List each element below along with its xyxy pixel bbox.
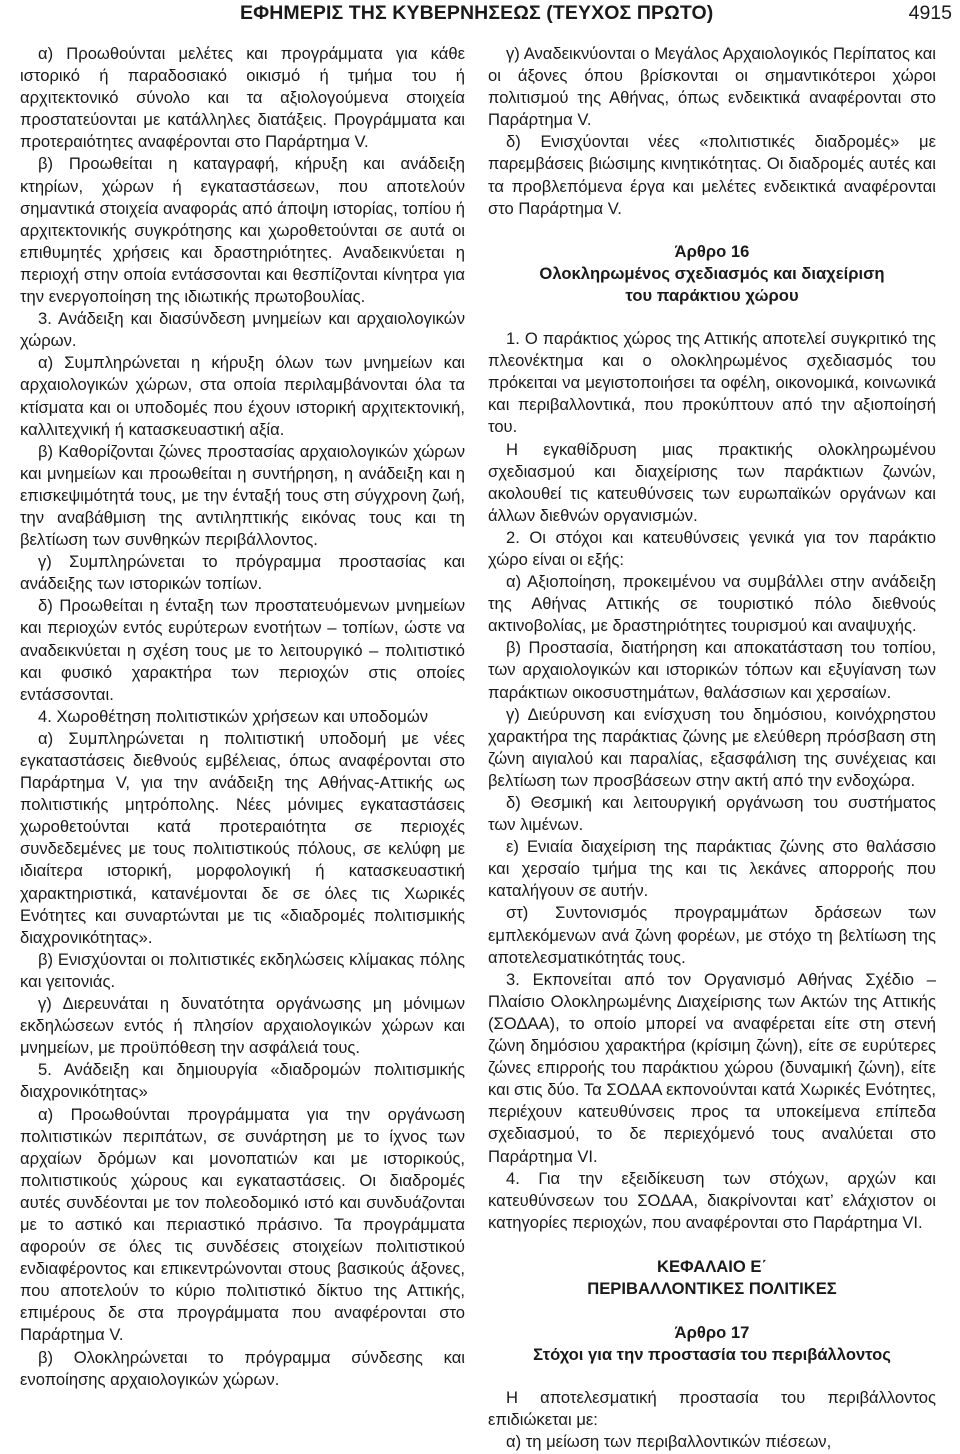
spacer [488, 1366, 936, 1387]
paragraph: β) Προωθείται η καταγραφή, κήρυξη και ανάδειξη κτηρίων, χώρων ή εγκαταστάσεων, που αποτελούν σημαντικά στοιχεία αναφοράς από άποψη ιστορίας, τοπίου ή αρχιτεκτονικής συγκρότησης και χωροθετούνται σε αυτά οι επιθυμητές χρήσεις και δραστηριότητες. Αναδεικνύεται η περιοχή στην οποία εντάσσονται και θεσπίζονται κίνητρα για την ενεργοποίηση της ιδιωτικής πρωτοβουλίας. [20, 154, 465, 307]
page-number: 4915 [908, 2, 952, 24]
paragraph: Η αποτελεσματική προστασία του περιβάλλοντος επιδιώκεται με: [488, 1388, 936, 1430]
paragraph: δ) Ενισχύονται νέες «πολιτιστικές διαδρομές» με παρεμβάσεις βιώσιμης κινητικότητας. Οι διαδρομές αυτές και τα προβλεπόμενα έργα και μελέτες ενδεικτικά αναφέρονται στο Παράρτημα V. [488, 132, 936, 218]
paragraph: α) Συμπληρώνεται η πολιτιστική υποδομή με νέες εγκαταστάσεις διεθνούς εμβέλειας, όπως αναφέρονται στο Παράρτημα V, για την ανάδειξη της Αθήνας-Αττικής ως πολιτιστικής μητρόπολης. Νέες μόνιμες εγκαταστάσεις χωροθετούνται κατά προτεραιότητα σε περιοχές συνδεδεμένες με τους πολιτιστικούς πόλους, σε κελύφη με ιδιαίτερα ιστορική, μορφολογική ή κατασκευαστική χαρακτηριστικά, κατανέμονται δε σε όλες τις Χωρικές Ενότητες και συναρτώνται με τις «διαδρομές πολιτισμικής διαχρονικότητας». [20, 728, 465, 947]
article-17-number: Άρθρο 17 [674, 1323, 750, 1343]
article-17-title: Στόχοι για την προστασία του περιβάλλοντος [533, 1345, 891, 1365]
paragraph: Η εγκαθίδρυση μιας πρακτικής ολοκληρωμένου σχεδιασμού και διαχείρισης των παράκτιων ζωνών, ακολουθεί τις κατευθύνσεις των ευρωπαϊκών οργάνων και άλλων διεθνών οργανισμών. [488, 439, 936, 525]
paragraph: α) Προωθούνται μελέτες και προγράμματα για κάθε ιστορικό ή παραδοσιακό οικισμό ή τμήμα του ή αρχιτεκτονικό σύνολο και τα αξιολογούμενα στοιχεία προστατεύονται με κατάλληλες διατάξεις. Προγράμματα και προτεραιότητες αναφέρονται στο Παράρτημα V. [20, 44, 465, 152]
paragraph: β) Ενισχύονται οι πολιτιστικές εκδηλώσεις κλίμακας πόλης και γειτονιάς. [20, 949, 465, 991]
paragraph: δ) Προωθείται η ένταξη των προστατευόμενων μνημείων και περιοχών εντός ευρύτερων ενοτήτων – τοπίων, ώστε να αναδεικνύεται η σχέση τους με το λειτουργικό – πολιτιστικό και φυσικό χαρακτήρα των περιοχών στις οποίες εντάσσονται. [20, 596, 465, 704]
gazette-title: ΕΦΗΜΕΡΙΣ ΤΗΣ ΚΥΒΕΡΝΗΣΕΩΣ (ΤΕΥΧΟΣ ΠΡΩΤΟ) [240, 2, 714, 24]
spacer [488, 1234, 936, 1256]
paragraph: 2. Οι στόχοι και κατευθύνσεις γενικά για τον παράκτιο χώρο είναι οι εξής: [488, 527, 936, 569]
spacer [488, 307, 936, 328]
paragraph: β) Ολοκληρώνεται το πρόγραμμα σύνδεσης και ενοποίησης αρχαιολογικών χώρων. [20, 1347, 465, 1389]
right-column [488, 43, 936, 1454]
paragraph: α) Προωθούνται προγράμματα για την οργάνωση πολιτιστικών περιπάτων, σε συνάρτηση με το ίχνος των αρχαίων δρόμων και μονοπατιών και με ιστορικούς, πολιτιστικούς χώρους και εγκαταστάσεις. Οι διαδρομές αυτές συνδέονται με τον πολεοδομικό ιστό και συνδυάζονται με το αστικό και περιαστικό πράσινο. Τα προγράμματα αφορούν σε όλες τις συνδέσεις στοιχείων πολιτιστικού ενδιαφέροντος και επικεντρώνονται στους βασικούς άξονες, που αποτελούν το κύριο πολιτιστικό δίκτυο της Αττικής, επιμέρους δε στα προγράμματα που αναφέρονται στο Παράρτημα V. [20, 1104, 465, 1345]
paragraph: στ) Συντονισμός προγραμμάτων δράσεων των εμπλεκόμενων ανά ζώνη φορέων, με στόχο τη βελτίωση της αποτελεσματικότητάς τους. [488, 903, 936, 967]
left-column [20, 43, 465, 1391]
chapter-title: ΠΕΡΙΒΑΛΛΟΝΤΙΚΕΣ ΠΟΛΙΤΙΚΕΣ [587, 1278, 837, 1298]
paragraph: γ) Διερευνάται η δυνατότητα οργάνωσης μη μόνιμων εκδηλώσεων εντός ή πλησίον αρχαιολογικών χώρων και μνημείων, με προϋπόθεση την ασφάλειά τους. [20, 994, 465, 1058]
article-16-title-line-2: του παράκτιου χώρου [625, 285, 799, 305]
article-16-number: Άρθρο 16 [674, 241, 750, 261]
paragraph: δ) Θεσμική και λειτουργική οργάνωση του συστήματος των λιμένων. [488, 793, 936, 835]
paragraph: 1. Ο παράκτιος χώρος της Αττικής αποτελεί συγκριτικό της πλεονέκτημα και ο ολοκληρωμένος σχεδιασμός του πρόκειται να μεγιστοποιήσει τα οφέλη, οικονομικά, κοινωνικά και περιβαλλοντικά, που προκύπτουν από την αξιοποίησή του. [488, 329, 936, 437]
paragraph: α) τη μείωση των περιβαλλοντικών πιέσεων, [506, 1432, 832, 1452]
paragraph: 4. Χωροθέτηση πολιτιστικών χρήσεων και υποδομών [38, 706, 429, 726]
paragraph: 3. Εκπονείται από τον Οργανισμό Αθήνας Σχέδιο – Πλαίσιο Ολοκληρωμένης Διαχείρισης των Ακτών της Αττικής (ΣΟΔΑΑ), το οποίο μπορεί να αναφέρεται είτε στη στενή ζώνη δημόσιου χαρακτήρα (κρίσιμη ζώνη), είτε σε ευρύτερες ζώνες επιρροής του παράκτιου χώρου (δυναμική ζώνη), είτε και στις δύο. Τα ΣΟΔΑΑ εκπονούνται κατά Χωρικές Ενότητες, περιέχουν κατευθύνσεις προς τα υποκείμενα επίπεδα σχεδιασμού, το δε περιεχόμενό τους αναλύεται στο Παράρτημα VI. [488, 969, 936, 1166]
paragraph: ε) Ενιαία διαχείριση της παράκτιας ζώνης στο θαλάσσιο και χερσαίο τμήμα της και τις λεκάνες απορροής που καταλήγουν σε αυτήν. [488, 837, 936, 901]
paragraph: 4. Για την εξειδίκευση των στόχων, αρχών και κατευθύνσεων του ΣΟΔΑΑ, διακρίνονται κατ’ ελάχιστον οι κατηγορίες περιοχών, που αναφέρονται στο Παράρτημα VI. [488, 1168, 936, 1232]
paragraph: β) Καθορίζονται ζώνες προστασίας αρχαιολογικών χώρων και μνημείων και προωθείται η συντήρηση, η ανάδειξη και η επισκεψιμότητά τους, με την ένταξή τους στη σύγχρονη ζωή, την αναβάθμιση της αντιληπτικής εικόνας τους και τη βελτίωση των συνθηκών περιβάλλοντος. [20, 441, 465, 550]
spacer [488, 1300, 936, 1322]
spacer [488, 220, 936, 241]
paragraph: α) Συμπληρώνεται η κήρυξη όλων των μνημείων και αρχαιολογικών χώρων, στα οποία περιλαμβάνονται όλα τα κτίσματα και οι υποδομές που έχουν ιστορική αρχιτεκτονική, καλλιτεχνική ή κατασκευαστική αξία. [20, 353, 465, 439]
paragraph: 3. Ανάδειξη και διασύνδεση μνημείων και αρχαιολογικών χώρων. [20, 309, 465, 351]
paragraph: β) Προστασία, διατήρηση και αποκατάσταση του τοπίου, των αρχαιολογικών και ιστορικών τόπων και εξυγίανση των παράκτιων οικοσυστημάτων, θαλάσσιων και χερσαίων. [488, 638, 936, 702]
paragraph: α) Αξιοποίηση, προκειμένου να συμβάλλει στην ανάδειξη της Αθήνας Αττικής σε τουριστικό πόλο διεθνούς ακτινοβολίας, με δραστηριότητες τουρισμού και αναψυχής. [488, 572, 936, 636]
chapter-number: ΚΕΦΑΛΑΙΟ Ε΄ [657, 1256, 767, 1276]
paragraph: γ) Αναδεικνύονται ο Μεγάλος Αρχαιολογικός Περίπατος και οι άξονες όπου βρίσκονται οι σημαντικότεροι χώροι πολιτισμού της Αθήνας, όπως ενδεικτικά αναφέρονται στο Παράρτημα V. [488, 44, 936, 130]
article-16-title-line-1: Ολοκληρωμένος σχεδιασμός και διαχείριση [539, 263, 885, 283]
paragraph: 5. Ανάδειξη και δημιουργία «διαδρομών πολιτισμικής διαχρονικότητας» [20, 1060, 465, 1102]
paragraph: γ) Διεύρυνση και ενίσχυση του δημόσιου, κοινόχρηστου χαρακτήρα της παράκτιας ζώνης με ελεύθερη πρόσβαση στη ζώνη αιγιαλού και παραλίας, εξασφάλιση της συνέχειας και βελτίωση των προσβάσεων στην ακτή από την ενδοχώρα. [488, 704, 936, 790]
paragraph: γ) Συμπληρώνεται το πρόγραμμα προστασίας και ανάδειξης των ιστορικών τοπίων. [20, 552, 465, 594]
page-header [22, 2, 956, 28]
